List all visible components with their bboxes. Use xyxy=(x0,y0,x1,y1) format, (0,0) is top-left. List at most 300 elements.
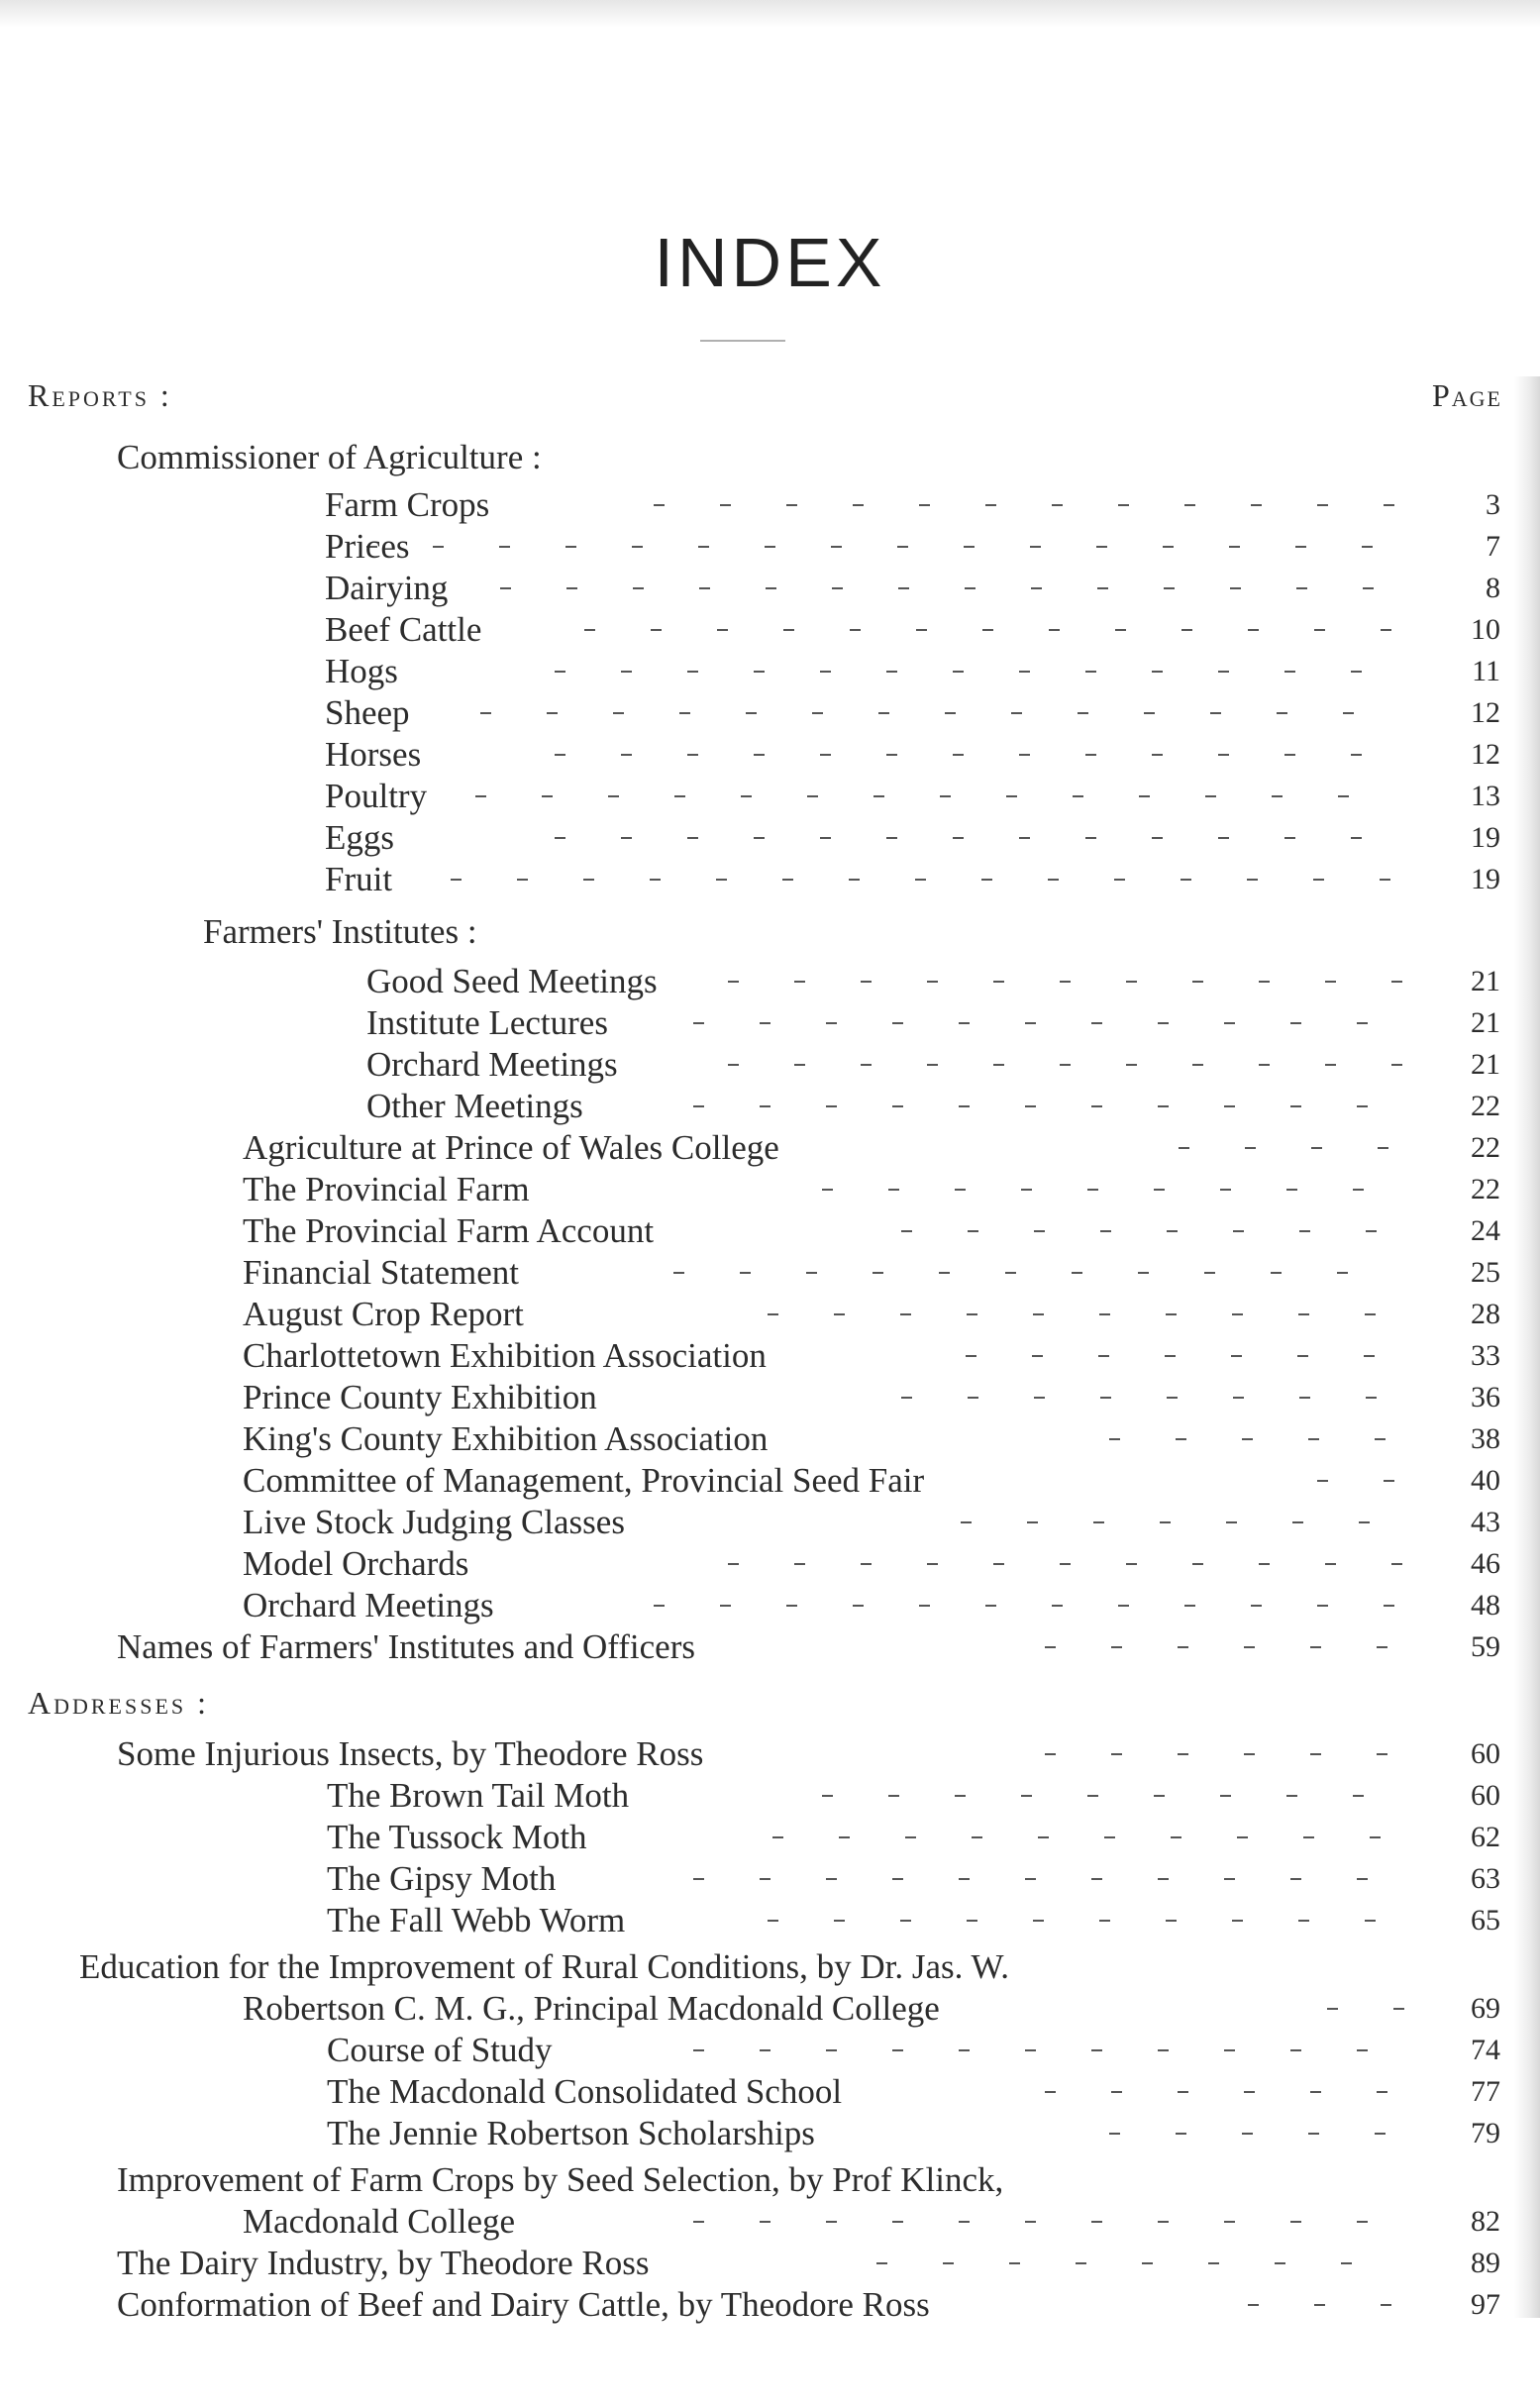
leader-dash xyxy=(1337,1272,1348,1274)
leader-dash xyxy=(1085,671,1096,673)
index-entry xyxy=(0,2071,1540,2113)
scan-top-shade xyxy=(0,0,1540,28)
leader-dash xyxy=(1308,1438,1319,1440)
leader-dash xyxy=(1154,1795,1165,1797)
index-entry xyxy=(0,859,1540,900)
index-entry xyxy=(0,2159,1540,2201)
entry-title: Financial Statement xyxy=(243,1253,519,1292)
entry-page-number: 21 xyxy=(1471,1006,1500,1039)
leader-dash xyxy=(555,671,565,673)
leader-dash xyxy=(1317,1605,1328,1607)
leader-dash xyxy=(1060,981,1071,983)
leader-dash xyxy=(820,754,831,756)
leader-dashes xyxy=(0,484,1540,526)
leader-dash xyxy=(654,504,665,506)
leader-dash xyxy=(1290,2221,1301,2223)
index-entry xyxy=(0,1733,1540,1775)
leader-dash xyxy=(826,2049,837,2051)
leader-dash xyxy=(1357,2049,1368,2051)
leader-dashes xyxy=(0,817,1540,859)
leader-dash xyxy=(1247,879,1258,881)
leader-dash xyxy=(1019,837,1030,839)
leader-dash xyxy=(687,754,698,756)
leader-dash xyxy=(1178,2091,1188,2093)
leader-dash xyxy=(765,546,775,548)
entry-page-number: 11 xyxy=(1472,655,1500,687)
index-entry xyxy=(0,1210,1540,1252)
entry-page-number: 22 xyxy=(1471,1090,1500,1122)
leader-dash xyxy=(927,981,938,983)
title-divider xyxy=(700,340,785,342)
leader-dash xyxy=(1031,587,1042,589)
index-entry xyxy=(0,911,1540,953)
index-entry xyxy=(0,1294,1540,1335)
leader-dash xyxy=(876,2262,887,2264)
leader-dash xyxy=(1259,1563,1270,1565)
index-entry xyxy=(0,484,1540,526)
leader-dash xyxy=(1144,712,1155,714)
entry-title: Education for the Improvement of Rural Conditions, by Dr. Jas. W. xyxy=(79,1947,1010,1986)
leader-dash xyxy=(1025,2049,1036,2051)
leader-dash xyxy=(826,2221,837,2223)
leader-dash xyxy=(728,1563,739,1565)
leader-dash xyxy=(1179,1147,1189,1149)
leader-dash xyxy=(943,2262,954,2264)
leader-dash xyxy=(566,587,577,589)
entry-title: Hogs xyxy=(325,652,398,690)
index-entry xyxy=(0,1002,1540,1044)
leader-dashes xyxy=(0,1252,1540,1294)
leader-dash xyxy=(1052,1605,1063,1607)
index-entry xyxy=(0,817,1540,859)
leader-dash xyxy=(1231,1355,1242,1357)
leader-dashes xyxy=(0,609,1540,651)
leader-dash xyxy=(1338,795,1349,797)
leader-dash xyxy=(1286,1795,1297,1797)
leader-dash xyxy=(1021,1795,1032,1797)
leader-dash xyxy=(673,1272,684,1274)
leader-dash xyxy=(517,879,528,881)
leader-dash xyxy=(760,2049,770,2051)
index-entry xyxy=(0,2030,1540,2071)
leader-dash xyxy=(1311,1147,1322,1149)
entry-title: The Brown Tail Moth xyxy=(327,1776,630,1815)
entry-page-number: 60 xyxy=(1471,1779,1500,1812)
leader-dash xyxy=(1158,2049,1169,2051)
leader-dash xyxy=(1152,671,1163,673)
leader-dash xyxy=(1208,2262,1219,2264)
leader-dash xyxy=(1027,1521,1038,1523)
leader-dash xyxy=(632,546,643,548)
leader-dash xyxy=(679,712,690,714)
leader-dash xyxy=(940,795,951,797)
leader-dash xyxy=(754,671,765,673)
page-title: INDEX xyxy=(654,224,886,301)
leader-dash xyxy=(905,1836,916,1838)
leader-dash xyxy=(1005,1272,1016,1274)
leader-dash xyxy=(728,1064,739,1066)
leader-dash xyxy=(1181,879,1191,881)
leader-dash xyxy=(1098,1355,1109,1357)
entry-title: Robertson C. M. G., Principal Macdonald College xyxy=(243,1989,940,2028)
entry-page-number: 24 xyxy=(1471,1214,1500,1247)
leader-dash xyxy=(1100,1397,1111,1399)
entry-title: The Macdonald Consolidated School xyxy=(327,2072,843,2111)
leader-dash xyxy=(1384,504,1394,506)
leader-dash xyxy=(1364,1355,1375,1357)
leader-dashes xyxy=(0,1418,1540,1460)
leader-dash xyxy=(1359,1521,1370,1523)
entry-title: The Provincial Farm Account xyxy=(243,1211,655,1250)
index-entry xyxy=(0,1946,1540,1988)
entry-title: Improvement of Farm Crops by Seed Selection, by Prof Klinck, xyxy=(117,2160,1004,2199)
leader-dash xyxy=(555,754,565,756)
entry-title: Farmers' Institutes : xyxy=(203,912,477,951)
entry-page-number: 13 xyxy=(1471,780,1500,812)
entry-page-number: 21 xyxy=(1471,1048,1500,1081)
leader-dash xyxy=(1109,2133,1120,2135)
leader-dashes xyxy=(0,859,1540,900)
leader-dash xyxy=(853,1605,864,1607)
leader-dash xyxy=(968,1397,978,1399)
index-entry xyxy=(0,526,1540,568)
index-entry xyxy=(0,2243,1540,2284)
leader-dash xyxy=(1178,1646,1188,1648)
leader-dash xyxy=(832,587,843,589)
index-entry xyxy=(0,1169,1540,1210)
leader-dash xyxy=(1303,1836,1314,1838)
leader-dash xyxy=(1104,1836,1115,1838)
leader-dashes xyxy=(0,1900,1540,1941)
entry-title: Orchard Meetings xyxy=(366,1045,618,1084)
leader-dash xyxy=(1204,1272,1215,1274)
leader-dash xyxy=(1126,1563,1137,1565)
leader-dash xyxy=(886,671,897,673)
leader-dash xyxy=(898,587,909,589)
entry-page-number: 7 xyxy=(1486,530,1500,563)
leader-dash xyxy=(945,712,956,714)
leader-dashes xyxy=(0,776,1540,817)
entry-title: The Tussock Moth xyxy=(327,1818,587,1856)
leader-dash xyxy=(1091,1105,1102,1107)
entry-page-number: 10 xyxy=(1471,613,1500,646)
leader-dash xyxy=(1296,587,1307,589)
leader-dash xyxy=(1381,2304,1391,2306)
leader-dashes xyxy=(0,1775,1540,1817)
leader-dashes xyxy=(0,1294,1540,1335)
leader-dash xyxy=(1154,1189,1165,1191)
leader-dash xyxy=(993,1563,1004,1565)
leader-dashes xyxy=(0,526,1540,568)
leader-dash xyxy=(1229,546,1240,548)
index-entry xyxy=(0,1418,1540,1460)
leader-dash xyxy=(927,1563,938,1565)
leader-dash xyxy=(967,1313,977,1315)
leader-dash xyxy=(1138,1272,1149,1274)
entry-title: Model Orchards xyxy=(243,1544,469,1583)
leader-dash xyxy=(1362,546,1373,548)
leader-dash xyxy=(972,1836,982,1838)
leader-dash xyxy=(1297,1355,1308,1357)
index-entry xyxy=(0,437,1540,478)
leader-dash xyxy=(693,2049,704,2051)
leader-dash xyxy=(555,837,565,839)
leader-dashes xyxy=(0,1086,1540,1127)
index-entry xyxy=(0,1817,1540,1858)
leader-dash xyxy=(794,981,805,983)
leader-dash xyxy=(892,1105,903,1107)
leader-dash xyxy=(919,1605,930,1607)
leader-dash xyxy=(1049,629,1060,631)
leader-dash xyxy=(959,2049,970,2051)
leader-dash xyxy=(766,587,776,589)
leader-dash xyxy=(965,587,975,589)
entry-title: Course of Study xyxy=(327,2031,553,2069)
leader-dash xyxy=(1184,1605,1195,1607)
leader-dashes xyxy=(0,568,1540,609)
index-entry xyxy=(0,568,1540,609)
leader-dash xyxy=(475,795,486,797)
leader-dashes xyxy=(0,1210,1540,1252)
leader-dashes xyxy=(0,1335,1540,1377)
leader-dashes xyxy=(0,1169,1540,1210)
leader-dash xyxy=(1045,2091,1056,2093)
leader-dash xyxy=(1226,1521,1237,1523)
index-entry xyxy=(0,1543,1540,1585)
leader-dash xyxy=(1377,1646,1387,1648)
leader-dash xyxy=(853,504,864,506)
leader-dash xyxy=(919,504,930,506)
leader-dashes xyxy=(0,692,1540,734)
leader-dash xyxy=(1384,1480,1394,1482)
entry-page-number: 28 xyxy=(1471,1298,1500,1330)
leader-dash xyxy=(754,754,765,756)
entry-page-number: 63 xyxy=(1471,1862,1500,1895)
leader-dash xyxy=(1091,1022,1102,1024)
leader-dash xyxy=(959,1022,970,1024)
leader-dash xyxy=(1251,504,1262,506)
leader-dash xyxy=(687,671,698,673)
leader-dash xyxy=(1099,1313,1110,1315)
leader-dash xyxy=(584,629,595,631)
leader-dash xyxy=(1298,1313,1309,1315)
leader-dash xyxy=(1292,1521,1303,1523)
index-entry xyxy=(0,1127,1540,1169)
entry-title: August Crop Report xyxy=(243,1295,524,1333)
leader-dash xyxy=(1230,587,1241,589)
entry-title: Agriculture at Prince of Wales College xyxy=(243,1128,779,1167)
index-entry xyxy=(0,2201,1540,2243)
leader-dash xyxy=(1393,2008,1404,2010)
leader-dash xyxy=(955,1189,966,1191)
leader-dashes xyxy=(0,1002,1540,1044)
leader-dash xyxy=(1097,587,1108,589)
leader-dash xyxy=(1314,2304,1325,2306)
leader-dash xyxy=(794,1064,805,1066)
leader-dash xyxy=(699,587,710,589)
leader-dash xyxy=(1111,1646,1122,1648)
leader-dashes xyxy=(0,2030,1540,2071)
leader-dash xyxy=(982,629,993,631)
entry-page-number: 33 xyxy=(1471,1339,1500,1372)
leader-dash xyxy=(953,754,964,756)
leader-dash xyxy=(1284,837,1295,839)
leader-dash xyxy=(873,1272,883,1274)
index-entry xyxy=(0,2284,1540,2326)
leader-dash xyxy=(1158,1878,1169,1880)
entry-title: Charlottetown Exhibition Association xyxy=(243,1336,767,1375)
leader-dash xyxy=(1038,1836,1049,1838)
leader-dash xyxy=(892,2221,903,2223)
index-entry xyxy=(0,1086,1540,1127)
leader-dash xyxy=(1244,1753,1255,1755)
leader-dash xyxy=(820,671,831,673)
entry-title: Some Injurious Insects, by Theodore Ross xyxy=(117,1734,704,1773)
leader-dash xyxy=(993,1064,1004,1066)
entry-title: Farm Crops xyxy=(325,485,490,524)
entry-title: The Fall Webb Worm xyxy=(327,1901,626,1939)
leader-dash xyxy=(1357,2221,1368,2223)
leader-dash xyxy=(901,1397,912,1399)
leader-dash xyxy=(1286,1189,1297,1191)
leader-dash xyxy=(1158,1022,1169,1024)
leader-dash xyxy=(760,2221,770,2223)
leader-dash xyxy=(1192,1563,1203,1565)
leader-dash xyxy=(1224,1022,1235,1024)
leader-dash xyxy=(621,837,632,839)
entry-title: The Dairy Industry, by Theodore Ross xyxy=(117,2244,650,2282)
leader-dash xyxy=(892,1878,903,1880)
leader-dash xyxy=(826,1022,837,1024)
leader-dash xyxy=(1171,1836,1181,1838)
leader-dash xyxy=(1341,2262,1352,2264)
entry-title: Other Meetings xyxy=(366,1087,583,1125)
leader-dash xyxy=(1380,879,1390,881)
leader-dash xyxy=(1166,1920,1177,1922)
leader-dash xyxy=(1363,587,1374,589)
leader-dash xyxy=(959,1105,970,1107)
leader-dash xyxy=(1114,879,1125,881)
leader-dash xyxy=(1224,1105,1235,1107)
entry-title: Dairying xyxy=(325,569,449,607)
index-entry xyxy=(0,692,1540,734)
entry-title: Prince County Exhibition xyxy=(243,1378,597,1416)
leader-dash xyxy=(1271,1272,1282,1274)
entry-title: Prices xyxy=(325,527,410,566)
leader-dash xyxy=(1343,712,1354,714)
leader-dash xyxy=(888,1189,899,1191)
leader-dash xyxy=(1034,1397,1045,1399)
leader-dash xyxy=(968,1230,978,1232)
leader-dash xyxy=(768,1920,778,1922)
leader-dash xyxy=(499,546,510,548)
leader-dash xyxy=(693,1105,704,1107)
leader-dash xyxy=(1099,1920,1110,1922)
leader-dash xyxy=(1032,1355,1043,1357)
leader-dash xyxy=(728,981,739,983)
section-label: Addresses : xyxy=(28,1685,210,1721)
leader-dash xyxy=(953,837,964,839)
leader-dash xyxy=(1259,981,1270,983)
leader-dash xyxy=(1248,629,1259,631)
leader-dash xyxy=(693,1878,704,1880)
leader-dash xyxy=(897,546,908,548)
entry-title: Poultry xyxy=(325,777,428,815)
leader-dash xyxy=(1351,671,1362,673)
leader-dash xyxy=(839,1836,850,1838)
leader-dash xyxy=(1391,1563,1402,1565)
leader-dash xyxy=(959,1878,970,1880)
leader-dash xyxy=(480,712,491,714)
leader-dash xyxy=(760,1105,770,1107)
leader-dash xyxy=(772,1836,783,1838)
leader-dash xyxy=(1325,1563,1336,1565)
leader-dash xyxy=(985,1605,996,1607)
index-entry xyxy=(0,1044,1540,1086)
leader-dash xyxy=(1353,1189,1364,1191)
leader-dash xyxy=(834,1920,845,1922)
index-entry xyxy=(0,1775,1540,1817)
leader-dash xyxy=(1277,712,1287,714)
leader-dash xyxy=(981,879,992,881)
entry-title: Orchard Meetings xyxy=(243,1586,494,1624)
leader-dash xyxy=(826,1105,837,1107)
leader-dash xyxy=(1087,1795,1098,1797)
leader-dash xyxy=(1085,837,1096,839)
leader-dash xyxy=(1365,1313,1376,1315)
entry-title: Good Seed Meetings xyxy=(366,962,658,1000)
entry-page-number: 22 xyxy=(1471,1173,1500,1205)
leader-dash xyxy=(754,837,765,839)
leader-dash xyxy=(746,712,757,714)
leader-dash xyxy=(888,1795,899,1797)
leader-dash xyxy=(1325,1064,1336,1066)
leader-dash xyxy=(985,504,996,506)
leader-dash xyxy=(822,1795,833,1797)
leader-dash xyxy=(760,1878,770,1880)
entry-title: Sheep xyxy=(325,693,410,732)
leader-dash xyxy=(1224,1878,1235,1880)
leader-dash xyxy=(1052,504,1063,506)
leader-dash xyxy=(1284,671,1295,673)
leader-dash xyxy=(1220,1189,1231,1191)
index-entry xyxy=(0,1252,1540,1294)
leader-dash xyxy=(1072,1272,1082,1274)
leader-dash xyxy=(1009,2262,1020,2264)
section-heading-reports xyxy=(0,374,1540,416)
leader-dash xyxy=(1096,546,1107,548)
leader-dash xyxy=(850,629,861,631)
leader-dash xyxy=(1100,1230,1111,1232)
leader-dash xyxy=(1048,879,1059,881)
leader-dash xyxy=(698,546,709,548)
entry-page-number: 19 xyxy=(1471,821,1500,854)
leader-dash xyxy=(1205,795,1216,797)
leader-dash xyxy=(1118,504,1129,506)
leader-dash xyxy=(1310,1753,1321,1755)
leader-dash xyxy=(1165,1355,1176,1357)
entry-page-number: 8 xyxy=(1486,572,1500,604)
leader-dash xyxy=(716,879,727,881)
leader-dash xyxy=(621,671,632,673)
leader-dash xyxy=(717,629,728,631)
leader-dash xyxy=(1152,754,1163,756)
leader-dash xyxy=(651,629,662,631)
leader-dash xyxy=(967,1920,977,1922)
leader-dash xyxy=(901,1230,912,1232)
leader-dash xyxy=(1019,671,1030,673)
leader-dash xyxy=(613,712,624,714)
